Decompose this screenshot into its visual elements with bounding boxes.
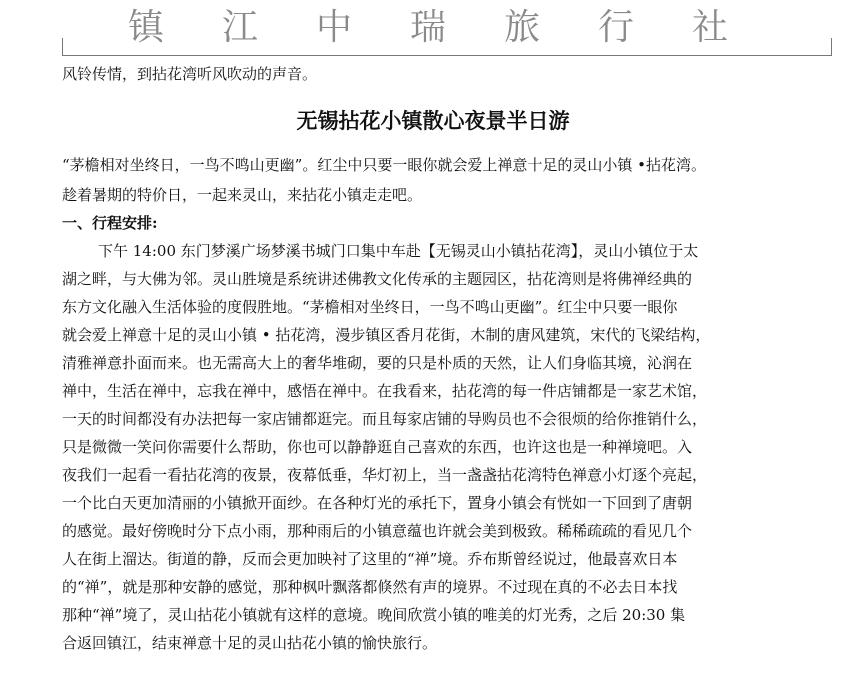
paragraph-line: 下午 14:00 东门梦溪广场梦溪书城门口集中车赴【无锡灵山小镇拈花湾】，灵山小镇位于太: [98, 242, 699, 260]
paragraph-line: 只是微微一笑问你需要什么帮助，你也可以静静逛自己喜欢的东西，也许这也是一种禅境吧。入: [62, 438, 693, 456]
paragraph-line: 湖之畔，与大佛为邻。灵山胜境是系统讲述佛教文化传承的主题园区，拈花湾则是将佛禅经典的: [62, 270, 693, 288]
lead-line: “茅檐相对坐终日，一鸟不鸣山更幽”。红尘中只要一眼你就会爱上禅意十足的灵山小镇 •拈花湾。: [62, 156, 706, 174]
paragraph-line: 夜我们一起看一看拈花湾的夜景，夜幕低垂，华灯初上，当一盏盏拈花湾特色禅意小灯逐个亮起，: [62, 466, 708, 484]
paragraph-line: 的感觉。最好傍晚时分下点小雨，那种雨后的小镇意蕴也许就会美到极致。稀稀疏疏的看见几个: [62, 522, 693, 540]
section-heading: 一、行程安排:: [62, 214, 158, 232]
paragraph-line: 一天的时间都没有办法把每一家店铺都逛完。而且每家店铺的导购员也不会很烦的给你推销什么，: [62, 410, 708, 428]
paragraph-line: 就会爱上禅意十足的灵山小镇 • 拈花湾，漫步镇区香月花街，木制的唐风建筑，宋代的飞梁结构，: [62, 326, 711, 344]
header-title: 镇江中瑞旅行社: [128, 7, 787, 48]
header-rule: [62, 55, 832, 56]
document-title: 无锡拈花小镇散心夜景半日游: [296, 108, 570, 133]
intro-line: 风铃传情，到拈花湾听风吹动的声音。: [62, 65, 318, 83]
paragraph-line: 那种“禅”境了，灵山拈花小镇就有这样的意境。晚间欣赏小镇的唯美的灯光秀，之后 20:30 集: [62, 606, 686, 624]
paragraph-line: 合返回镇江，结束禅意十足的灵山拈花小镇的愉快旅行。: [62, 634, 438, 652]
page-header: [62, 0, 832, 58]
paragraph-line: 清雅禅意扑面而来。也无需高大上的奢华堆砌，要的只是朴质的天然，让人们身临其境，沁润在: [62, 354, 693, 372]
lead-line: 趁着暑期的特价日，一起来灵山，来拈花小镇走走吧。: [62, 186, 423, 204]
header-corner-mark-left: [62, 38, 63, 55]
paragraph-line: 东方文化融入生活体验的度假胜地。“茅檐相对坐终日，一鸟不鸣山更幽”。红尘中只要一眼你: [62, 298, 678, 316]
paragraph-line: 一个比白天更加清丽的小镇掀开面纱。在各种灯光的承托下，置身小镇会有恍如一下回到了唐朝: [62, 494, 693, 512]
paragraph-line: 禅中，生活在禅中，忘我在禅中，感悟在禅中。在我看来，拈花湾的每一件店铺都是一家艺术馆，: [62, 382, 708, 400]
paragraph-line: 的“禅”，就是那种安静的感觉，那种枫叶飘落都倏然有声的境界。不过现在真的不必去日本找: [62, 578, 678, 596]
paragraph-line: 人在街上溜达。街道的静，反而会更加映衬了这里的“禅”境。乔布斯曾经说过，他最喜欢日本: [62, 550, 678, 568]
header-corner-mark-right: [831, 38, 832, 55]
